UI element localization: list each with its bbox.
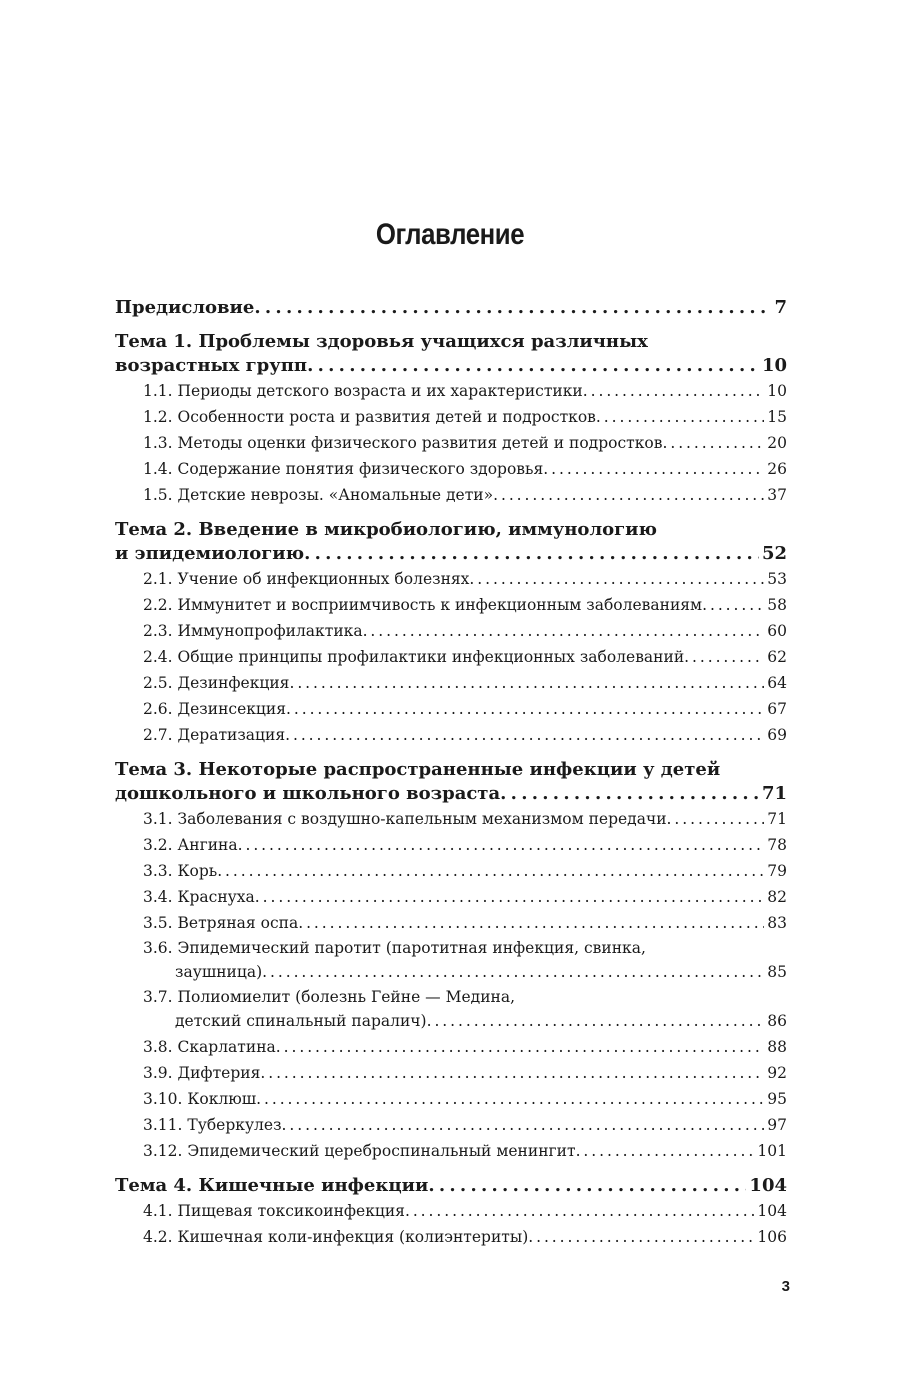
toc-subentry[interactable] <box>115 1034 787 1060</box>
toc-entry-title: Предисловие <box>115 297 255 318</box>
toc-subentry[interactable] <box>115 1224 787 1250</box>
dot-leader <box>254 296 771 320</box>
dot-leader <box>493 482 764 508</box>
toc-topic-entry[interactable] <box>115 1174 787 1198</box>
toc-entry-title: 2.6. Дезинсекция <box>143 700 287 718</box>
toc-entry-title: 2.4. Общие принципы профилактики инфекционных заболеваний <box>143 648 685 666</box>
toc-entry-title: 2.3. Иммунопрофилактика <box>143 622 363 640</box>
dot-leader <box>469 566 764 592</box>
toc-topic-entry[interactable] <box>115 354 787 378</box>
page-number: 3 <box>781 1278 790 1295</box>
toc-subentry[interactable] <box>115 404 787 430</box>
toc-entry-page: 82 <box>767 888 787 906</box>
toc-subentry[interactable] <box>115 592 787 618</box>
toc-entry-title: 1.3. Методы оценки физического развития детей и подростков <box>143 434 663 452</box>
toc-entry-title: 3.5. Ветряная оспа <box>143 914 299 932</box>
toc-entry-title: возрастных групп <box>115 355 308 376</box>
dot-leader <box>405 1198 754 1224</box>
dot-leader <box>285 722 764 748</box>
toc-entry-page: 10 <box>761 355 787 376</box>
dot-leader <box>260 1060 764 1086</box>
toc-entry-title: 2.5. Дезинфекция <box>143 674 290 692</box>
dot-leader <box>304 542 759 566</box>
toc-entry-title: и эпидемиологию <box>115 543 305 564</box>
toc-entry-page: 92 <box>767 1064 787 1082</box>
toc-entry-title: 3.12. Эпидемический цереброспинальный менингит <box>143 1142 576 1160</box>
dot-leader <box>298 910 764 936</box>
dot-leader <box>667 806 765 832</box>
dot-leader <box>286 696 764 722</box>
toc-entry-page: 106 <box>757 1228 787 1246</box>
toc-entry-page: 88 <box>767 1038 787 1056</box>
toc-entry-page: 7 <box>774 297 787 318</box>
toc-topic-heading[interactable]: Тема 1. Проблемы здоровья учащихся различных <box>115 331 648 352</box>
dot-leader <box>427 1009 765 1034</box>
toc-entry-title: 1.2. Особенности роста и развития детей и подростков <box>143 408 596 426</box>
dot-leader <box>238 832 765 858</box>
toc-entry-page: 58 <box>767 596 787 614</box>
toc-subentry[interactable] <box>115 806 787 832</box>
dot-leader <box>500 782 759 806</box>
toc-entry-page: 64 <box>767 674 787 692</box>
toc-entry-title: 3.10. Коклюш <box>143 1090 257 1108</box>
toc-entry-page: 104 <box>757 1202 787 1220</box>
dot-leader <box>363 618 765 644</box>
toc-topic-heading[interactable]: Тема 2. Введение в микробиологию, иммунологию <box>115 519 657 540</box>
dot-leader <box>262 960 764 985</box>
toc-entry-page: 95 <box>767 1090 787 1108</box>
toc-subentry[interactable] <box>115 456 787 482</box>
toc-entry-page: 83 <box>767 914 787 932</box>
toc-subentry[interactable] <box>115 858 787 884</box>
dot-leader <box>543 456 764 482</box>
toc-entry-title: Тема 4. Кишечные инфекции <box>115 1175 429 1196</box>
dot-leader <box>702 592 764 618</box>
toc-entry-title: 2.7. Дератизация <box>143 726 286 744</box>
toc-subentry[interactable] <box>115 884 787 910</box>
toc-entry-page: 10 <box>767 382 787 400</box>
toc-entry-page: 20 <box>767 434 787 452</box>
toc-topic-heading[interactable]: Тема 3. Некоторые распространенные инфекции у детей <box>115 759 721 780</box>
dot-leader <box>282 1112 765 1138</box>
toc-entry-page: 78 <box>767 836 787 854</box>
toc-entry-title: заушница) <box>175 963 263 981</box>
dot-leader <box>256 1086 764 1112</box>
toc-subentry[interactable] <box>115 670 787 696</box>
toc-entry-page: 71 <box>761 783 787 804</box>
dot-leader <box>428 1174 746 1198</box>
toc-subentry-heading[interactable]: 3.7. Полиомиелит (болезнь Гейне — Медина, <box>143 988 516 1006</box>
toc-entry-title: 3.1. Заболевания с воздушно-капельным механизмом передачи <box>143 810 667 828</box>
toc-topic-entry[interactable] <box>115 782 787 806</box>
table-of-contents <box>115 296 787 1250</box>
toc-entry-page: 62 <box>767 648 787 666</box>
dot-leader <box>276 1034 764 1060</box>
toc-subentry[interactable] <box>115 960 787 985</box>
dot-leader <box>289 670 764 696</box>
toc-entry-preface[interactable] <box>115 296 787 320</box>
toc-entry-page: 26 <box>767 460 787 478</box>
toc-entry-page: 53 <box>767 570 787 588</box>
toc-entry-page: 85 <box>767 963 787 981</box>
toc-subentry[interactable] <box>115 482 787 508</box>
toc-subentry[interactable] <box>115 696 787 722</box>
toc-subentry[interactable] <box>115 910 787 936</box>
dot-leader <box>528 1224 754 1250</box>
dot-leader <box>255 884 764 910</box>
toc-entry-title: 4.1. Пищевая токсикоинфекция <box>143 1202 405 1220</box>
toc-entry-title: дошкольного и школьного возраста <box>115 783 501 804</box>
toc-entry-title: 3.11. Туберкулез <box>143 1116 282 1134</box>
toc-entry-page: 37 <box>767 486 787 504</box>
toc-subentry-heading[interactable]: 3.6. Эпидемический паротит (паротитная инфекция, свинка, <box>143 939 646 957</box>
toc-subentry[interactable] <box>115 618 787 644</box>
toc-subentry[interactable] <box>115 644 787 670</box>
toc-topic-entry[interactable] <box>115 542 787 566</box>
toc-subentry[interactable] <box>115 1060 787 1086</box>
toc-entry-title: 3.9. Дифтерия <box>143 1064 261 1082</box>
toc-entry-title: 3.4. Краснуха <box>143 888 255 906</box>
toc-subentry[interactable] <box>115 1086 787 1112</box>
toc-subentry[interactable] <box>115 1198 787 1224</box>
dot-leader <box>663 430 765 456</box>
toc-entry-page: 67 <box>767 700 787 718</box>
toc-subentry[interactable] <box>115 1009 787 1034</box>
toc-entry-title: 1.1. Периоды детского возраста и их характеристики <box>143 382 583 400</box>
dot-leader <box>684 644 764 670</box>
toc-entry-page: 79 <box>767 862 787 880</box>
toc-entry-title: 2.2. Иммунитет и восприимчивость к инфекционным заболеваниям <box>143 596 703 614</box>
toc-entry-page: 71 <box>767 810 787 828</box>
toc-entry-title: 3.3. Корь <box>143 862 218 880</box>
toc-subentry[interactable] <box>115 1138 787 1164</box>
toc-entry-title: детский спинальный паралич) <box>175 1012 427 1030</box>
dot-leader <box>217 858 764 884</box>
toc-entry-title: 2.1. Учение об инфекционных болезнях <box>143 570 470 588</box>
toc-subentry[interactable] <box>115 722 787 748</box>
toc-subentry[interactable] <box>115 1112 787 1138</box>
toc-entry-page: 86 <box>767 1012 787 1030</box>
toc-subentry[interactable] <box>115 566 787 592</box>
toc-entry-page: 52 <box>761 543 787 564</box>
toc-entry-title: 3.8. Скарлатина <box>143 1038 276 1056</box>
dot-leader <box>596 404 764 430</box>
toc-entry-page: 104 <box>749 1175 787 1196</box>
toc-entry-page: 15 <box>767 408 787 426</box>
toc-subentry[interactable] <box>115 832 787 858</box>
toc-entry-title: 3.2. Ангина <box>143 836 238 854</box>
toc-entry-title: 1.4. Содержание понятия физического здоровья <box>143 460 544 478</box>
dot-leader <box>576 1138 755 1164</box>
toc-entry-page: 97 <box>767 1116 787 1134</box>
toc-entry-page: 60 <box>767 622 787 640</box>
toc-entry-title: 4.2. Кишечная коли-инфекция (колиэнтериты) <box>143 1228 529 1246</box>
dot-leader <box>307 354 759 378</box>
toc-entry-title: 1.5. Детские неврозы. «Аномальные дети» <box>143 486 494 504</box>
toc-entry-page: 69 <box>767 726 787 744</box>
dot-leader <box>583 378 765 404</box>
page-title: Оглавление <box>375 218 525 251</box>
toc-subentry[interactable] <box>115 378 787 404</box>
toc-subentry[interactable] <box>115 430 787 456</box>
toc-entry-page: 101 <box>757 1142 787 1160</box>
